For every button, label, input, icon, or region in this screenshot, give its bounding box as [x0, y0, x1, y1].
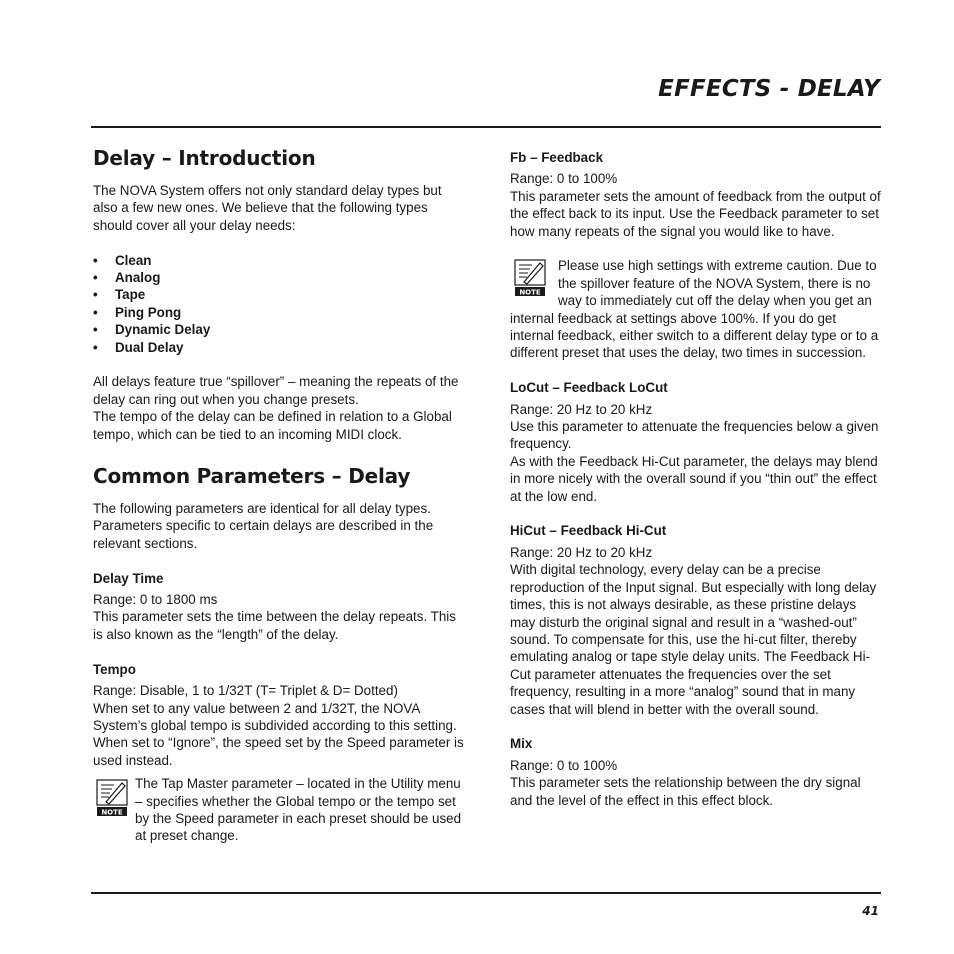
- note-icon: [514, 259, 546, 297]
- intro-paragraph: The NOVA System offers not only standard delay types but also a few new ones. We believe that the following types should cover all your delay needs:: [93, 183, 442, 233]
- note-icon-label: NOTE: [519, 288, 541, 297]
- feedback-heading: Fb – Feedback: [510, 150, 604, 165]
- locut-range: Range: 20 Hz to 20 kHz: [510, 401, 653, 417]
- locut-description: Use this parameter to attenuate the frequencies below a given frequency.: [510, 419, 879, 452]
- locut-heading: LoCut – Feedback LoCut: [510, 380, 668, 396]
- tempo-note-text: The Tap Master parameter – located in the Utility menu – specifies whether the Global tempo or the tempo set by the Speed parameter in each preset should be used at preset change.: [135, 776, 462, 844]
- delay-time-description: This parameter sets the time between the delay repeats. This is also known as the “length” of the delay.: [93, 609, 456, 642]
- feedback-range: Range: 0 to 100%: [510, 171, 618, 187]
- mix-description: This parameter sets the relationship between the dry signal and the level of the effect in this effect block.: [510, 775, 861, 808]
- list-item: • Dual Delay: [93, 339, 469, 356]
- spillover-paragraph: All delays feature true “spillover” – meaning the repeats of the delay can ring out when you change presets.: [93, 374, 459, 407]
- tempo-range: Range: Disable, 1 to 1/32T (T= Triplet & D= Dotted): [93, 683, 398, 699]
- page-number: 41: [862, 904, 879, 918]
- list-item: • Tape: [93, 286, 469, 303]
- footer-rule: [91, 892, 881, 894]
- mix-heading: Mix: [510, 736, 533, 752]
- note-icon-label: NOTE: [101, 808, 123, 817]
- hicut-heading: HiCut – Feedback Hi-Cut: [510, 523, 667, 539]
- header-rule: [91, 126, 881, 128]
- common-params-heading: Common Parameters – Delay: [93, 464, 411, 489]
- delay-time-range: Range: 0 to 1800 ms: [93, 592, 218, 608]
- tempo-note: [93, 775, 469, 845]
- delay-types-list: [93, 252, 469, 356]
- feedback-note: [510, 257, 882, 361]
- locut-description-2: As with the Feedback Hi-Cut parameter, the delays may blend in more nicely with the overall sound if you “thin out” the effect at the low end.: [510, 453, 878, 504]
- left-column: [93, 145, 469, 845]
- feedback-note-text: Please use high settings with extreme caution. Due to the spillover feature of the NOVA System, there is no way to immediately cut off the delay when you get an internal feedback at settings above 100%. If you do get internal feedback, either switch to a different delay type or to a different preset that uses the delay, two times in succession.: [510, 258, 879, 361]
- intro-heading: Delay – Introduction: [93, 146, 316, 170]
- tempo-description: When set to any value between 2 and 1/32T, the NOVA System’s global tempo is subdivided according to this setting. When set to “Ignore”, the speed set by the Speed parameter is used instead.: [93, 700, 464, 768]
- delay-time-heading: Delay Time: [93, 570, 164, 586]
- list-item: • Clean: [93, 252, 469, 269]
- mix-range: Range: 0 to 100%: [510, 757, 618, 773]
- hicut-range: Range: 20 Hz to 20 kHz: [510, 544, 653, 560]
- right-column: [510, 149, 882, 809]
- feedback-description: This parameter sets the amount of feedback from the output of the effect back to its input. Use the Feedback parameter to set how many repeats of the signal you would like to have.: [510, 188, 881, 239]
- tempo-intro-paragraph: The tempo of the delay can be defined in relation to a Global tempo, which can be tied to an incoming MIDI clock.: [93, 409, 452, 442]
- list-item: • Dynamic Delay: [93, 321, 469, 338]
- list-item: • Analog: [93, 269, 469, 286]
- note-icon: [96, 779, 128, 817]
- list-item: • Ping Pong: [93, 304, 469, 321]
- tempo-heading: Tempo: [93, 661, 136, 677]
- common-params-paragraph: The following parameters are identical for all delay types. Parameters specific to certain delays are described in the relevant sections.: [93, 501, 434, 551]
- hicut-description: With digital technology, every delay can be a precise reproduction of the Input signal. But especially with long delay times, this is not always desirable, as these pristine delays may disturb the original signal and result in a “washed-out” sound. To compensate for this, use the hi-cut filter, thereby emulating analog or tape style delay units. The Feedback Hi-Cut parameter attenuates the frequencies over the set frequency, resulting in a more “analog” sound that in many cases that will blend in better with the overall sound.: [510, 562, 877, 717]
- page-title: EFFECTS - DELAY: [658, 76, 880, 102]
